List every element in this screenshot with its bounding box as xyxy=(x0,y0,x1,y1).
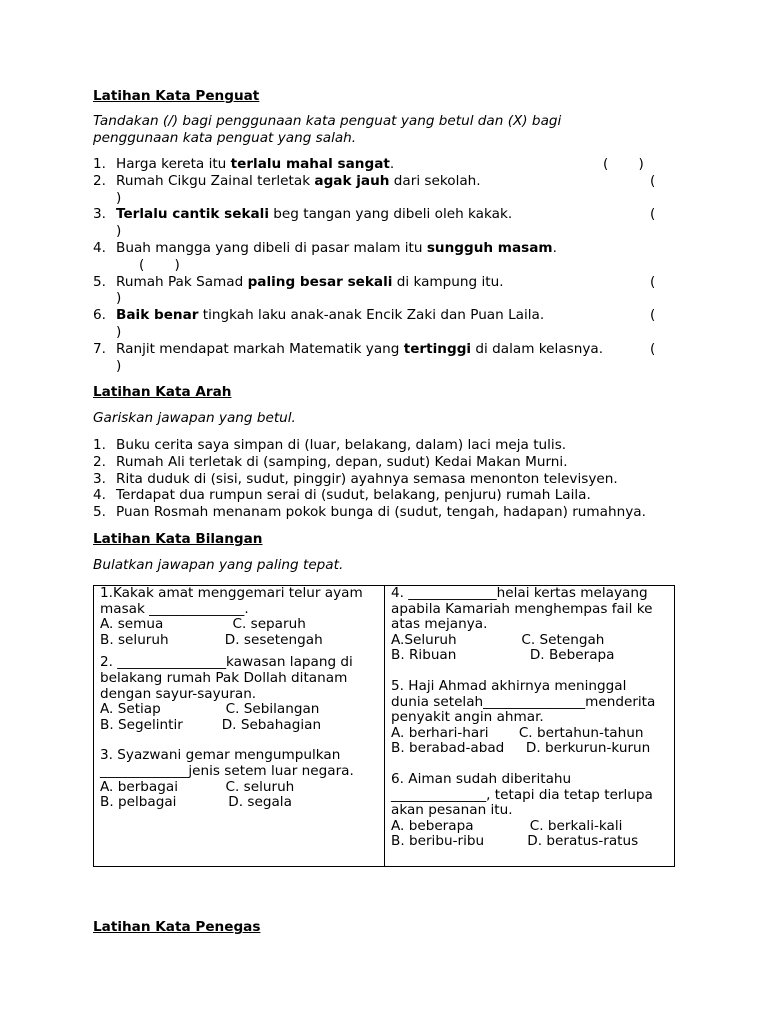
answer-box[interactable]: ( ) xyxy=(116,340,656,374)
list-item: 4. Buah mangga yang dibeli di pasar malam itu sungguh masam. ( ) xyxy=(93,239,557,273)
answer-box[interactable]: ( ) xyxy=(603,156,644,172)
question-3: 3. Syazwani gemar mengumpulkan _____________jenis setem luar negara. xyxy=(100,747,354,779)
section-title-arah: Latihan Kata Arah xyxy=(93,384,232,400)
list-item: 3. Terlalu cantik sekali beg tangan yang dibeli oleh kakak. ( ) xyxy=(93,206,675,240)
list-item: 7. Ranjit mendapat markah Matematik yang tertinggi di dalam kelasnya. ( ) xyxy=(93,341,675,375)
question-5-options[interactable]: A. berhari-hari C. bertahun-tahun xyxy=(391,724,644,741)
list-item: 6. Baik benar tingkah laku anak-anak Encik Zaki dan Puan Laila. ( ) xyxy=(93,307,675,341)
question-1-options[interactable]: A. semua C. separuh xyxy=(100,616,306,633)
bilangan-question-table xyxy=(93,585,675,867)
penguat-list xyxy=(93,156,675,374)
question-column-right xyxy=(385,586,675,867)
question-column-left xyxy=(94,586,385,867)
section-title-penegas: Latihan Kata Penegas xyxy=(93,919,261,935)
instruction-penguat: Tandakan (/) bagi penggunaan kata penguat yang betul dan (X) bagi penggunaan kata penguat yang salah. xyxy=(93,113,562,146)
question-4: 4. _____________helai kertas melayang apabila Kamariah menghempas fail ke atas mejanya. xyxy=(391,585,653,633)
question-2-options[interactable]: A. Setiap C. Sebilangan xyxy=(100,701,320,718)
instruction-bilangan: Bulatkan jawapan yang paling tepat. xyxy=(93,557,344,573)
question-3-options[interactable]: B. pelbagai D. segala xyxy=(100,794,292,811)
question-6-options[interactable]: A. beberapa C. berkali-kali xyxy=(391,817,623,834)
question-1: 1.Kakak amat menggemari telur ayam masak ______________. xyxy=(100,585,363,617)
answer-box[interactable]: ( ) xyxy=(139,256,180,273)
section-title-penguat: Latihan Kata Penguat xyxy=(93,88,260,104)
question-6: 6. Aiman sudah diberitahu ______________, tetapi dia tetap terlupa akan pesanan itu. xyxy=(391,770,653,819)
question-5: 5. Haji Ahmad akhirnya meninggal dunia setelah_______________menderita penyakit angin ahmar. xyxy=(391,677,656,726)
list-item: 3. Rita duduk di (sisi, sudut, pinggir) ayahnya semasa menonton televisyen. xyxy=(93,470,618,487)
instruction-arah: Gariskan jawapan yang betul. xyxy=(93,410,296,426)
list-item: 1. Harga kereta itu terlalu mahal sangat. ( ) xyxy=(93,156,644,172)
section-title-bilangan: Latihan Kata Bilangan xyxy=(93,531,263,547)
question-5-options[interactable]: B. berabad-abad D. berkurun-kurun xyxy=(391,740,651,757)
answer-box[interactable]: ( ) xyxy=(116,273,656,307)
question-6-options[interactable]: B. beribu-ribu D. beratus-ratus xyxy=(391,833,639,850)
question-4-options[interactable]: A.Seluruh C. Setengah xyxy=(391,631,605,648)
question-2: 2. ________________kawasan lapang di belakang rumah Pak Dollah ditanam dengan sayur-sayuran. xyxy=(100,654,353,702)
list-item: 1. Buku cerita saya simpan di (luar, belakang, dalam) laci meja tulis. xyxy=(93,437,567,453)
question-3-options[interactable]: A. berbagai C. seluruh xyxy=(100,778,295,795)
answer-box[interactable]: ( ) xyxy=(116,206,656,240)
question-4-options[interactable]: B. Ribuan D. Beberapa xyxy=(391,647,615,664)
question-1-options[interactable]: B. seluruh D. sesetengah xyxy=(100,631,323,648)
list-item: 2. Rumah Cikgu Zainal terletak agak jauh dari sekolah. ( ) xyxy=(93,173,675,207)
question-2-options[interactable]: B. Segelintir D. Sebahagian xyxy=(100,716,322,733)
list-item: 4. Terdapat dua rumpun serai di (sudut, belakang, penjuru) rumah Laila. xyxy=(93,487,591,504)
arah-list xyxy=(93,437,646,521)
list-item: 5. Rumah Pak Samad paling besar sekali di kampung itu. ( ) xyxy=(93,274,675,308)
answer-box[interactable]: ( ) xyxy=(116,307,656,340)
list-item: 2. Rumah Ali terletak di (samping, depan, sudut) Kedai Makan Murni. xyxy=(93,453,568,470)
answer-box[interactable]: ( ) xyxy=(116,172,656,206)
list-item: 5. Puan Rosmah menanam pokok bunga di (sudut, tengah, hadapan) rumahnya. xyxy=(93,504,646,521)
